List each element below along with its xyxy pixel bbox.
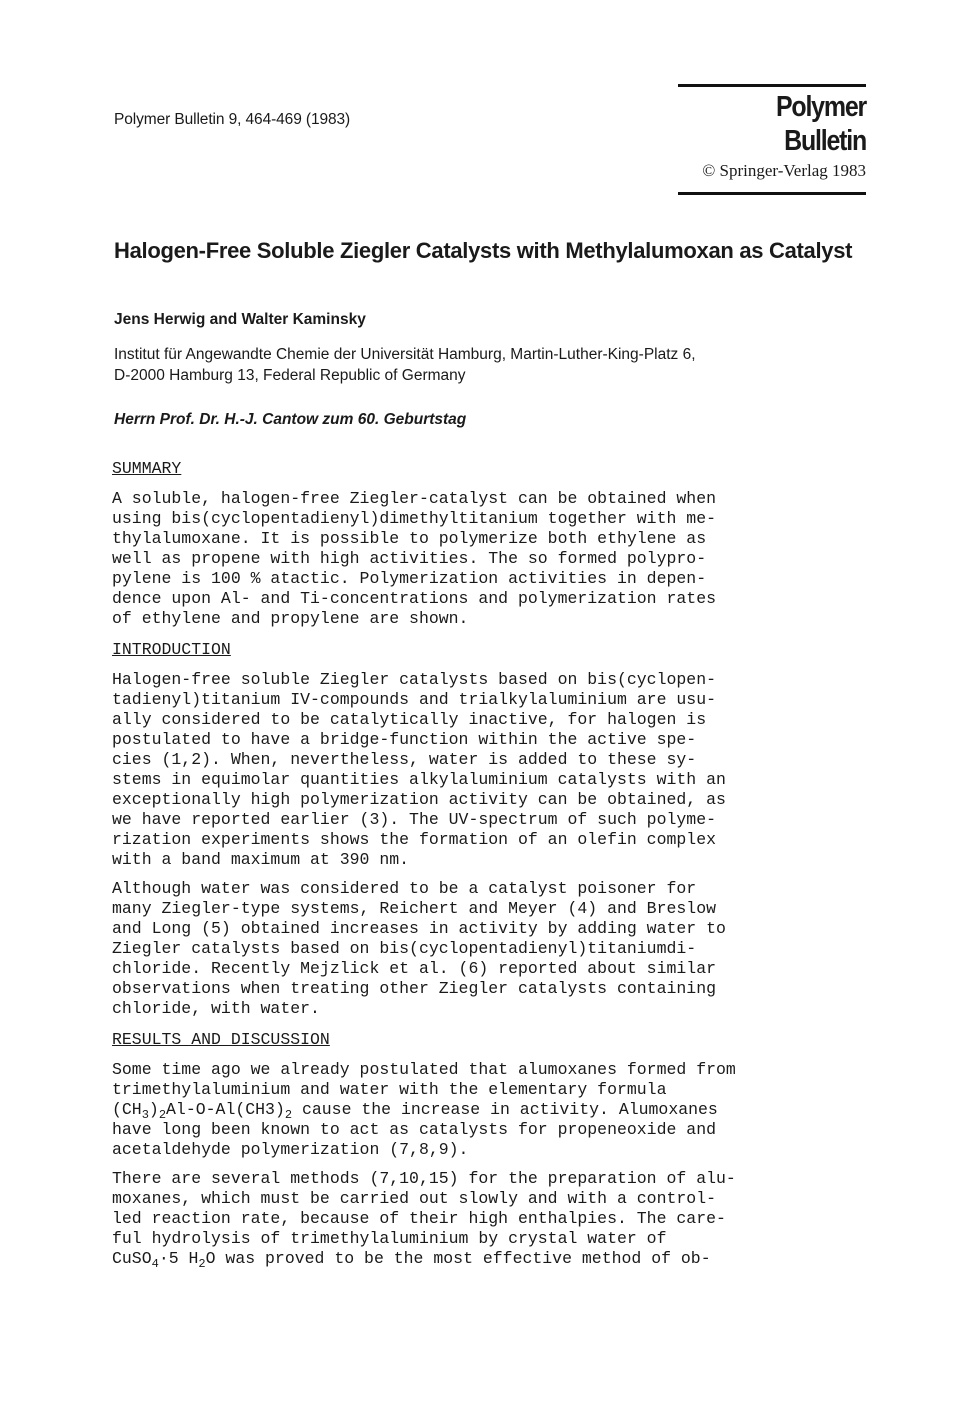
text-line: using bis(cyclopentadienyl)dimethyltitanium together with me- xyxy=(112,509,716,528)
introduction-paragraph-2 xyxy=(112,879,872,1019)
results-paragraph-1 xyxy=(112,1060,872,1160)
journal-masthead xyxy=(678,84,866,195)
affiliation-line: Institut für Angewandte Chemie der Universität Hamburg, Martin-Luther-King-Platz 6, xyxy=(114,346,696,363)
formula-line xyxy=(112,1100,872,1120)
author-affiliation xyxy=(114,344,696,386)
text-line: Although water was considered to be a catalyst poisoner for xyxy=(112,879,697,898)
text-line: well as propene with high activities. The so formed polypro- xyxy=(112,549,707,568)
text-line: dence upon Al- and Ti-concentrations and polymerization rates xyxy=(112,589,716,608)
text-line: have long been known to act as catalysts for propeneoxide and xyxy=(112,1120,716,1139)
text-line: rization experiments shows the formation of an olefin complex xyxy=(112,830,716,849)
text-fragment: CuSO xyxy=(112,1249,152,1268)
results-heading: RESULTS AND DISCUSSION xyxy=(112,1030,330,1049)
text-line: postulated to have a bridge-function within the active spe- xyxy=(112,730,697,749)
article-authors: Jens Herwig and Walter Kaminsky xyxy=(114,311,366,328)
masthead-bottom-rule xyxy=(678,192,866,195)
text-fragment: Al-O-Al(CH3) xyxy=(166,1100,285,1119)
copyright-notice: © Springer-Verlag 1983 xyxy=(702,161,866,180)
text-line: led reaction rate, because of their high enthalpies. The care- xyxy=(112,1209,726,1228)
text-line: moxanes, which must be carried out slowly and with a control- xyxy=(112,1189,716,1208)
text-line: we have reported earlier (3). The UV-spectrum of such polyme- xyxy=(112,810,716,829)
text-line: thylalumoxane. It is possible to polymerize both ethylene as xyxy=(112,529,707,548)
text-line: ful hydrolysis of trimethylaluminium by crystal water of xyxy=(112,1229,667,1248)
text-line: many Ziegler-type systems, Reichert and Meyer (4) and Breslow xyxy=(112,899,716,918)
dedication: Herrn Prof. Dr. H.-J. Cantow zum 60. Geburtstag xyxy=(114,411,467,428)
text-line: Some time ago we already postulated that alumoxanes formed from xyxy=(112,1060,736,1079)
formula-line xyxy=(112,1249,872,1269)
text-line: with a band maximum at 390 nm. xyxy=(112,850,410,869)
text-fragment: O was proved to be the most effective method of ob- xyxy=(205,1249,711,1268)
subscript: 4 xyxy=(151,1257,159,1271)
text-line: Ziegler catalysts based on bis(cyclopentadienyl)titaniumdi- xyxy=(112,939,697,958)
results-paragraph-2 xyxy=(112,1169,872,1269)
text-fragment: ·5 H xyxy=(158,1249,199,1268)
text-line: pylene is 100 % atactic. Polymerization activities in depen- xyxy=(112,569,707,588)
text-line: There are several methods (7,10,15) for the preparation of alu- xyxy=(112,1169,736,1188)
subscript: 2 xyxy=(198,1257,206,1271)
summary-paragraph xyxy=(112,489,872,629)
journal-citation: Polymer Bulletin 9, 464-469 (1983) xyxy=(114,111,351,128)
text-line: exceptionally high polymerization activity can be obtained, as xyxy=(112,790,726,809)
text-line: cies (1,2). When, nevertheless, water is added to these sy- xyxy=(112,750,697,769)
subscript: 3 xyxy=(141,1108,149,1122)
subscript: 2 xyxy=(284,1108,293,1122)
text-line: ally considered to be catalytically inactive, for halogen is xyxy=(112,710,707,729)
text-line: chloride, with water. xyxy=(112,999,320,1018)
text-line: acetaldehyde polymerization (7,8,9). xyxy=(112,1140,469,1159)
text-line: Halogen-free soluble Ziegler catalysts based on bis(cyclopen- xyxy=(112,670,716,689)
article-title: Halogen-Free Soluble Ziegler Catalysts with Methylalumoxan as Catalyst xyxy=(114,238,853,263)
text-fragment: cause the increase in activity. Alumoxanes xyxy=(292,1100,718,1119)
text-line: and Long (5) obtained increases in activity by adding water to xyxy=(112,919,726,938)
text-line: observations when treating other Ziegler catalysts containing xyxy=(112,979,716,998)
subscript: 2 xyxy=(158,1108,167,1122)
journal-name: Polymer Bulletin xyxy=(775,91,866,157)
introduction-paragraph-1 xyxy=(112,670,872,870)
introduction-heading: INTRODUCTION xyxy=(112,640,231,659)
text-line: of ethylene and propylene are shown. xyxy=(112,609,469,628)
affiliation-line: D-2000 Hamburg 13, Federal Republic of Germany xyxy=(114,367,466,384)
masthead-top-rule xyxy=(678,84,866,87)
text-line: stems in equimolar quantities alkylaluminium catalysts with an xyxy=(112,770,726,789)
text-line: tadienyl)titanium IV-compounds and trialkylaluminium are usu- xyxy=(112,690,716,709)
summary-heading: SUMMARY xyxy=(112,459,182,478)
article-body xyxy=(112,459,872,1269)
text-line: trimethylaluminium and water with the elementary formula xyxy=(112,1080,667,1099)
text-fragment: ) xyxy=(148,1100,159,1119)
text-line: A soluble, halogen-free Ziegler-catalyst can be obtained when xyxy=(112,489,716,508)
text-line: chloride. Recently Mejzlick et al. (6) reported about similar xyxy=(112,959,716,978)
text-fragment: (CH xyxy=(112,1100,142,1119)
